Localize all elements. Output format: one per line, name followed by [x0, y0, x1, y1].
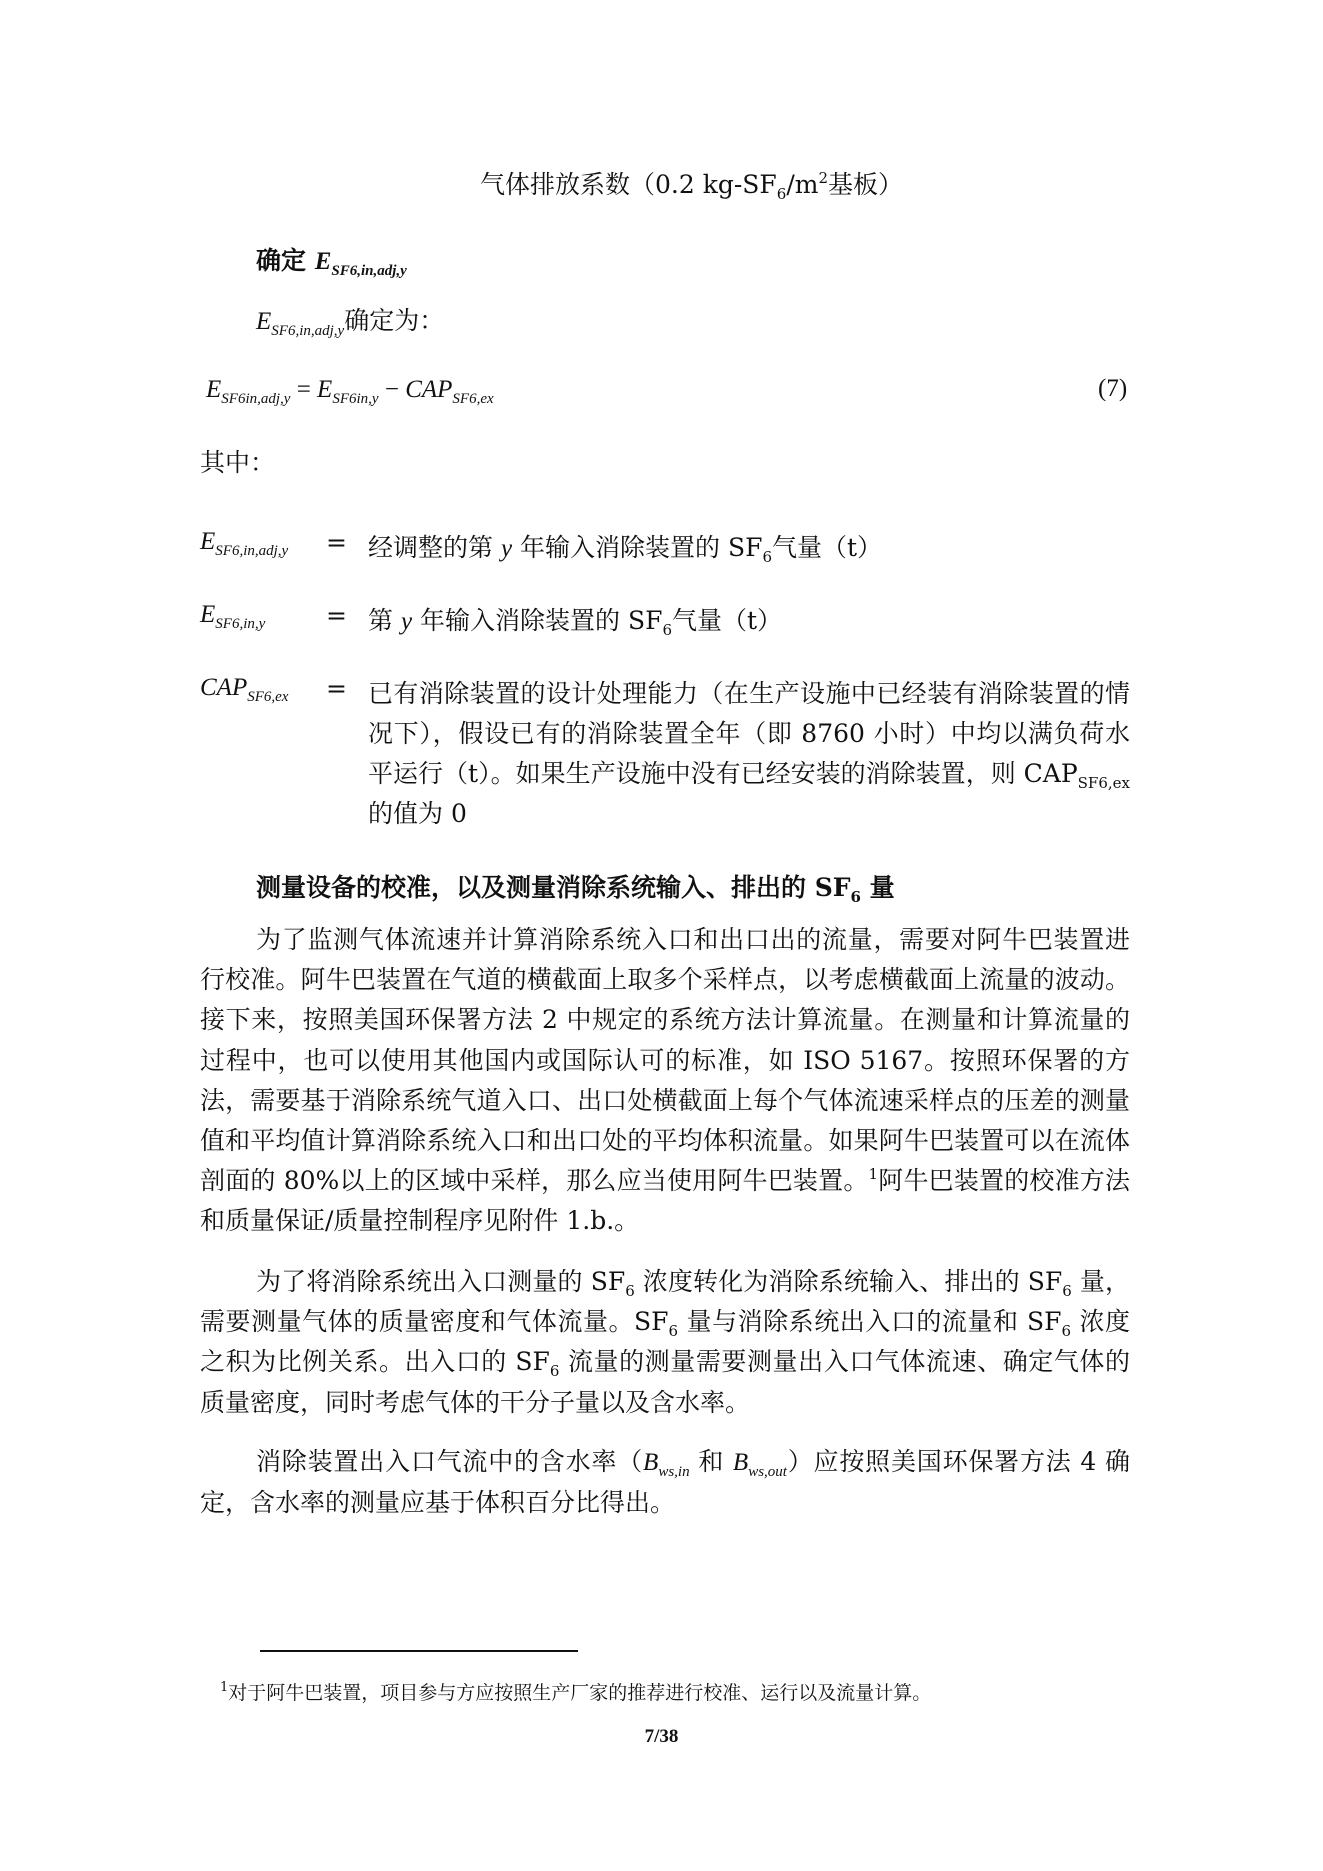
p1-text: 为了监测气体流速并计算消除系统入口和出口出的流量，需要对阿牛巴装置进行校准。阿牛巴装置在气道的横截面上取多个采样点，以考虑横截面上流量的波动。接下来，按照美国环保署方法 2 中规定的系统方法计算流量。在测量和计算流量的过程中，也可以使用其他国内或国际认可的标准，如 ISO 5167。按照环保署的方法，需要基于消除系统气道入口、出口处横截面上每个气体流速采样点的压差的测量值和平均值计算消除系统入口和出口处的平均体积流量。如果阿牛巴装置可以在流体剖面的 80%以上的区域中采样，那么应当使用阿牛巴装置。	[200, 925, 1130, 1196]
def1-text-b: 年输入消除装置的 SF	[512, 533, 763, 562]
definition-equals: =	[326, 601, 347, 630]
section1-title-var: E	[314, 248, 332, 275]
def3-text-end: 的值为 0	[368, 799, 467, 828]
where-label: 其中：	[200, 448, 276, 477]
section1-intro	[256, 306, 445, 339]
paragraph-2	[200, 1262, 1130, 1423]
paragraph-3	[200, 1442, 1130, 1523]
p2-s2: 6	[1062, 1282, 1072, 1300]
p2-b: 浓度转化为消除系统输入、排出的 SF	[634, 1267, 1063, 1296]
footnote	[220, 1678, 931, 1705]
def2-text-a: 第	[368, 606, 401, 635]
p3-c: ）应按照美国环保署方法 4 确定，含水率的测量应基于体积百分比得出。	[200, 1447, 1130, 1518]
def3-text-main: 已有消除装置的设计处理能力（在生产设施中已经装有消除装置的情况下），假设已有的消除装置全年（即 8760 小时）中均以满负荷水平运行（t）。如果生产设施中没有已经安装的消除装置，则 CAP	[368, 679, 1130, 788]
equation-number: (7)	[1098, 375, 1128, 402]
definition-equals: =	[326, 674, 347, 703]
paragraph-2-body	[200, 1262, 1130, 1423]
footnote-text: 对于阿牛巴装置，项目参与方应按照生产厂家的推荐进行校准、运行以及流量计算。	[228, 1682, 932, 1704]
section-heading-2	[256, 873, 895, 906]
equation-7	[206, 376, 494, 407]
section1-title-sub: SF6,in,adj,y	[331, 263, 407, 279]
def1-sub: SF6,in,adj,y	[215, 543, 289, 559]
def1-text-c: 气量（t）	[771, 533, 883, 562]
eq-minus: −	[378, 376, 406, 403]
p2-s3: 6	[668, 1322, 679, 1341]
def2-sub: SF6,in,y	[215, 616, 266, 632]
p2-f: 流量的测量需要测量出入口气体流速、确定气体的质量密度，同时考虑气体的干分子量以及含水率。	[200, 1347, 1131, 1417]
footnote-mark: 1	[220, 1680, 229, 1695]
intro-sub: SF6,in,adj,y	[271, 323, 345, 339]
definition-row-3	[200, 674, 1130, 844]
def1-text-var: y	[500, 535, 513, 562]
p2-a: 为了将消除系统出入口测量的 SF	[256, 1267, 626, 1296]
p3-v2: B	[732, 1449, 749, 1476]
intro-text: 确定为：	[344, 306, 445, 335]
p3-v1-sub: ws,in	[658, 1464, 690, 1480]
def2-text-var: y	[400, 608, 413, 635]
eq-lhs-var: E	[206, 376, 222, 403]
section2-title-suffix: 量	[860, 873, 895, 902]
definition-symbol	[200, 674, 289, 705]
p2-e: 浓度之积为比例关系。出入口的 SF	[200, 1307, 1130, 1377]
emission-factor-line	[480, 169, 904, 203]
eq-t2-sub: SF6,ex	[452, 391, 494, 407]
eq-t1-sub: SF6in,y	[332, 391, 379, 407]
definition-symbol	[200, 528, 289, 559]
definition-text	[368, 674, 1130, 834]
section-heading-1	[256, 246, 407, 279]
eq-lhs-sub: SF6in,adj,y	[221, 391, 291, 407]
footnote-divider	[260, 1650, 578, 1652]
p2-d: 量与消除系统出入口的流量和 SF	[678, 1307, 1062, 1337]
section2-title-sub: 6	[850, 888, 861, 906]
p2-s1: 6	[625, 1282, 635, 1300]
header-sup: 2	[818, 169, 829, 187]
def3-var: CAP	[200, 674, 248, 701]
p3-v1: B	[643, 1449, 659, 1476]
section2-title-prefix: 测量设备的校准，以及测量消除系统输入、排出的 SF	[256, 873, 851, 902]
page-number: 7/38	[644, 1726, 679, 1747]
p2-s4: 6	[1061, 1322, 1071, 1341]
header-mid: /m	[786, 170, 819, 199]
intro-var: E	[256, 308, 272, 335]
def2-var: E	[200, 601, 216, 628]
p1-tail: 阿牛巴装置的校准方法和质量保证/质量控制程序见附件 1.b.。	[200, 1166, 1130, 1236]
def1-text-sub: 6	[762, 548, 772, 566]
eq-t1-var: E	[317, 376, 333, 403]
footnote-ref-1: 1	[868, 1165, 879, 1184]
definition-row-1	[200, 528, 1130, 568]
definition-row-2	[200, 601, 1130, 641]
definition-text	[368, 601, 1130, 642]
section1-title-prefix: 确定	[256, 246, 315, 275]
def1-var: E	[200, 528, 216, 555]
eq-equals: =	[290, 376, 318, 403]
definition-equals: =	[326, 528, 347, 557]
paragraph-1-body	[200, 920, 1130, 1242]
paragraph-1	[200, 920, 1130, 1242]
p2-c: 量，需要测量气体的质量密度和气体流量。SF	[200, 1267, 1130, 1337]
definition-text	[368, 528, 1130, 569]
def3-sub: SF6,ex	[247, 689, 289, 705]
paragraph-3-body	[200, 1442, 1130, 1523]
definition-symbol	[200, 601, 266, 632]
header-sub: 6	[776, 185, 787, 203]
p3-v2-sub: ws,out	[748, 1464, 787, 1480]
def2-text-sub: 6	[662, 621, 672, 639]
p2-s5: 6	[549, 1362, 560, 1381]
def2-text-b: 年输入消除装置的 SF	[412, 606, 663, 635]
def1-text-a: 经调整的第	[368, 533, 501, 562]
header-suffix: 基板）	[828, 170, 904, 199]
header-prefix: 气体排放系数（0.2 kg-SF	[480, 170, 777, 199]
def2-text-c: 气量（t）	[671, 606, 783, 635]
p3-b: 和	[689, 1447, 733, 1476]
eq-t2-var: CAP	[405, 376, 453, 403]
def3-text-sub: SF6,ex	[1077, 774, 1130, 792]
p3-a: 消除装置出入口气流中的含水率（	[256, 1447, 644, 1476]
